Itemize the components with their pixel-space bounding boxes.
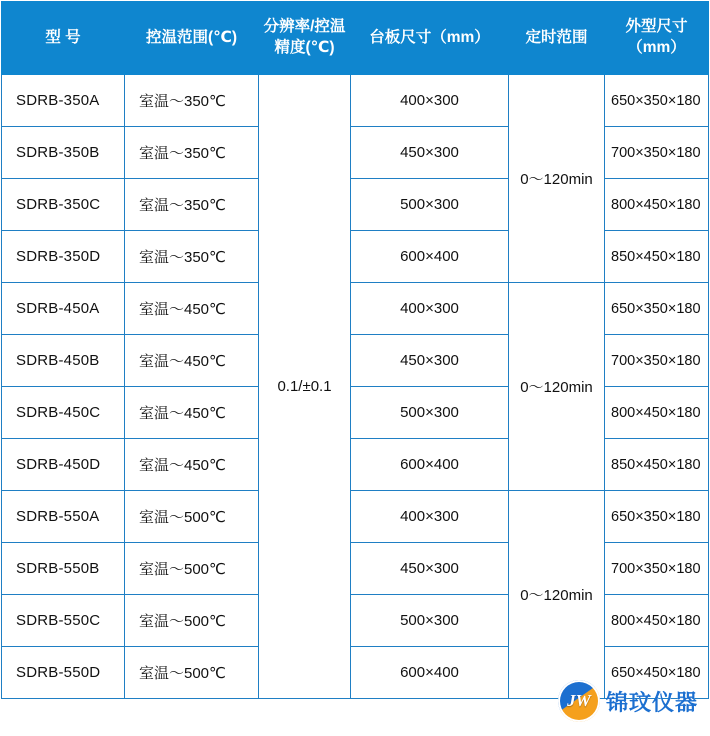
cell-outer-dimension: 800×450×180 bbox=[605, 595, 709, 647]
brand-name: 锦玟仪器 bbox=[605, 689, 698, 715]
cell-outer-dimension: 650×350×180 bbox=[605, 491, 709, 543]
table-body bbox=[2, 75, 709, 699]
cell-plate-size: 450×300 bbox=[351, 127, 509, 179]
cell-temperature: 室温～450℃ bbox=[125, 283, 259, 335]
cell-plate-size: 600×400 bbox=[351, 231, 509, 283]
header-text-line2: 精度(℃) bbox=[274, 39, 335, 56]
table-row bbox=[2, 75, 709, 127]
table-header-row bbox=[2, 2, 709, 75]
column-header-model bbox=[2, 2, 125, 75]
header-text: 分辨率/控温 bbox=[263, 18, 346, 36]
header-text: 台板尺寸（mm） bbox=[369, 28, 490, 46]
cell-temperature: 室温～350℃ bbox=[125, 231, 259, 283]
cell-temperature: 室温～450℃ bbox=[125, 387, 259, 439]
cell-model: SDRB-550C bbox=[2, 595, 125, 647]
cell-model: SDRB-550D bbox=[2, 647, 125, 699]
cell-outer-dimension: 850×450×180 bbox=[605, 231, 709, 283]
cell-timer-range: 0～120min bbox=[509, 491, 605, 699]
cell-timer-range: 0～120min bbox=[509, 75, 605, 283]
column-header-resolution bbox=[259, 2, 351, 75]
cell-plate-size: 400×300 bbox=[351, 491, 509, 543]
cell-temperature: 室温～350℃ bbox=[125, 127, 259, 179]
cell-outer-dimension: 700×350×180 bbox=[605, 127, 709, 179]
brand-badge-text: JW bbox=[567, 691, 591, 710]
cell-model: SDRB-450A bbox=[2, 283, 125, 335]
header-text: 控温范围(℃) bbox=[145, 28, 238, 46]
cell-model: SDRB-550B bbox=[2, 543, 125, 595]
table-row bbox=[2, 491, 709, 543]
cell-temperature: 室温～500℃ bbox=[125, 491, 259, 543]
cell-outer-dimension: 700×350×180 bbox=[605, 543, 709, 595]
cell-plate-size: 400×300 bbox=[351, 283, 509, 335]
table-header bbox=[2, 2, 709, 75]
cell-outer-dimension: 650×350×180 bbox=[605, 75, 709, 127]
cell-temperature: 室温～350℃ bbox=[125, 179, 259, 231]
column-header-outer-dimension bbox=[605, 2, 709, 75]
cell-resolution: 0.1/±0.1 bbox=[259, 75, 351, 699]
cell-plate-size: 500×300 bbox=[351, 387, 509, 439]
header-text: 定时范围 bbox=[525, 28, 588, 46]
cell-model: SDRB-350B bbox=[2, 127, 125, 179]
cell-model: SDRB-450B bbox=[2, 335, 125, 387]
cell-model: SDRB-450D bbox=[2, 439, 125, 491]
table-row bbox=[2, 283, 709, 335]
cell-temperature: 室温～500℃ bbox=[125, 595, 259, 647]
column-header-timer-range bbox=[509, 2, 605, 75]
column-header-temperature-range bbox=[125, 2, 259, 75]
specification-table bbox=[1, 1, 709, 699]
cell-model: SDRB-350D bbox=[2, 231, 125, 283]
cell-model: SDRB-550A bbox=[2, 491, 125, 543]
cell-outer-dimension: 800×450×180 bbox=[605, 179, 709, 231]
header-text: 型 号 bbox=[45, 28, 81, 46]
header-text: 外型尺寸 bbox=[625, 18, 688, 36]
cell-temperature: 室温～500℃ bbox=[125, 543, 259, 595]
cell-plate-size: 500×300 bbox=[351, 595, 509, 647]
cell-plate-size: 500×300 bbox=[351, 179, 509, 231]
cell-model: SDRB-350A bbox=[2, 75, 125, 127]
cell-plate-size: 450×300 bbox=[351, 543, 509, 595]
cell-plate-size: 400×300 bbox=[351, 75, 509, 127]
cell-plate-size: 600×400 bbox=[351, 439, 509, 491]
cell-plate-size: 450×300 bbox=[351, 335, 509, 387]
cell-model: SDRB-350C bbox=[2, 179, 125, 231]
cell-temperature: 室温～350℃ bbox=[125, 75, 259, 127]
cell-temperature: 室温～450℃ bbox=[125, 335, 259, 387]
cell-outer-dimension: 700×350×180 bbox=[605, 335, 709, 387]
cell-outer-dimension: 850×450×180 bbox=[605, 439, 709, 491]
cell-outer-dimension: 650×450×180 bbox=[605, 647, 709, 699]
cell-outer-dimension: 800×450×180 bbox=[605, 387, 709, 439]
column-header-plate-size bbox=[351, 2, 509, 75]
cell-outer-dimension: 650×350×180 bbox=[605, 283, 709, 335]
cell-plate-size: 600×400 bbox=[351, 647, 509, 699]
cell-temperature: 室温～450℃ bbox=[125, 439, 259, 491]
cell-model: SDRB-450C bbox=[2, 387, 125, 439]
cell-temperature: 室温～500℃ bbox=[125, 647, 259, 699]
header-text-line2: （mm） bbox=[627, 39, 686, 56]
cell-timer-range: 0～120min bbox=[509, 283, 605, 491]
